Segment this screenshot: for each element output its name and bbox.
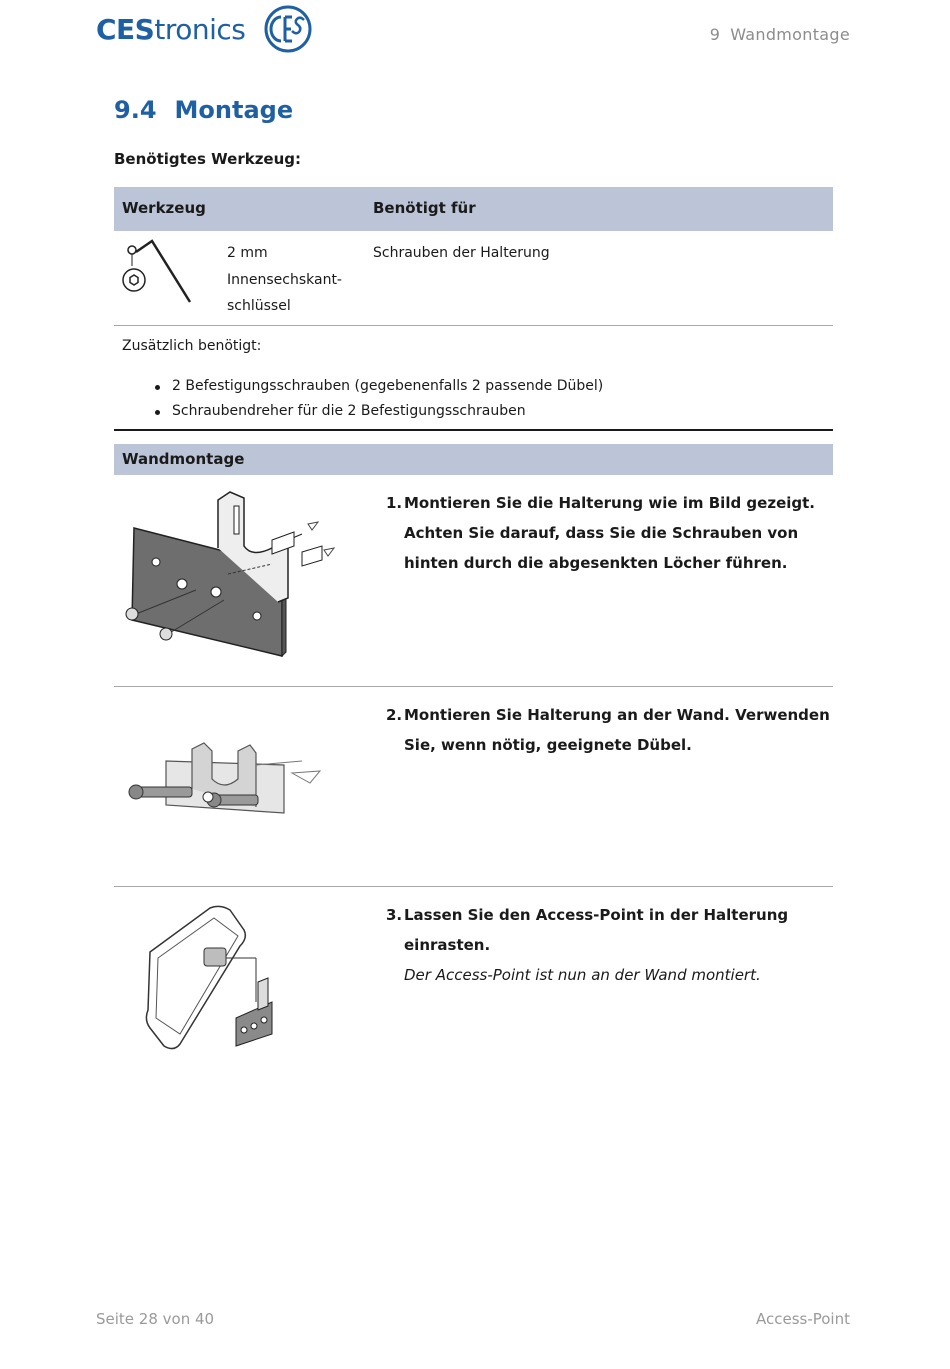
step-divider xyxy=(114,886,833,887)
column-header-tool: Werkzeug xyxy=(122,199,206,217)
step-2 xyxy=(386,700,836,760)
table-divider xyxy=(114,325,833,326)
step-result: Der Access-Point ist nun an der Wand montiert. xyxy=(404,966,761,984)
list-item: 2 Befestigungsschrauben (gegebenenfalls 2 passende Dübel) xyxy=(155,374,603,399)
tool-name: 2 mm Innensechskant-schlüssel xyxy=(227,245,342,314)
logo-wordmark-bold: CES xyxy=(96,12,155,46)
hex-key-icon xyxy=(118,236,198,306)
page-number: Seite 28 von 40 xyxy=(96,1310,215,1328)
company-logo xyxy=(96,6,313,52)
step-1 xyxy=(386,488,836,578)
bracket-assembly-figure xyxy=(122,488,342,658)
step-number: 1. xyxy=(386,494,403,512)
procedure-title: Wandmontage xyxy=(122,450,245,468)
wall-bracket-figure xyxy=(122,735,332,825)
step-3 xyxy=(386,900,836,990)
tool-use: Schrauben der Halterung xyxy=(373,245,550,261)
list-item: Schraubendreher für die 2 Befestigungsschrauben xyxy=(155,399,603,424)
section-divider xyxy=(114,429,833,431)
logo-wordmark xyxy=(96,13,245,46)
logo-wordmark-rest: tronics xyxy=(154,12,246,46)
chapter-number: 9 xyxy=(709,25,721,44)
tools-heading: Benötigtes Werkzeug: xyxy=(114,150,302,168)
ces-emblem-icon xyxy=(263,5,313,53)
section-title xyxy=(114,96,293,124)
product-name: Access-Point xyxy=(755,1310,850,1328)
additional-label: Zusätzlich benötigt: xyxy=(122,338,262,354)
additional-list xyxy=(155,374,603,424)
chapter-heading xyxy=(710,25,850,44)
procedure-header xyxy=(114,444,833,475)
step-text: Montieren Sie Halterung an der Wand. Verwenden Sie, wenn nötig, geeignete Dübel. xyxy=(404,706,830,754)
section-number: 9.4 xyxy=(114,96,157,124)
access-point-figure xyxy=(140,902,290,1052)
step-number: 2. xyxy=(386,706,403,724)
chapter-title: Wandmontage xyxy=(730,25,850,44)
step-divider xyxy=(114,686,833,687)
column-header-use: Benötigt für xyxy=(373,199,476,217)
tool-table-header xyxy=(114,187,833,231)
step-text: Montieren Sie die Halterung wie im Bild gezeigt. Achten Sie darauf, dass Sie die Schrauben von hinten durch die abgesenkten Löcher führen. xyxy=(404,494,815,572)
step-number: 3. xyxy=(386,906,403,924)
section-name: Montage xyxy=(174,96,294,124)
step-text: Lassen Sie den Access-Point in der Halterung einrasten. xyxy=(404,906,789,954)
